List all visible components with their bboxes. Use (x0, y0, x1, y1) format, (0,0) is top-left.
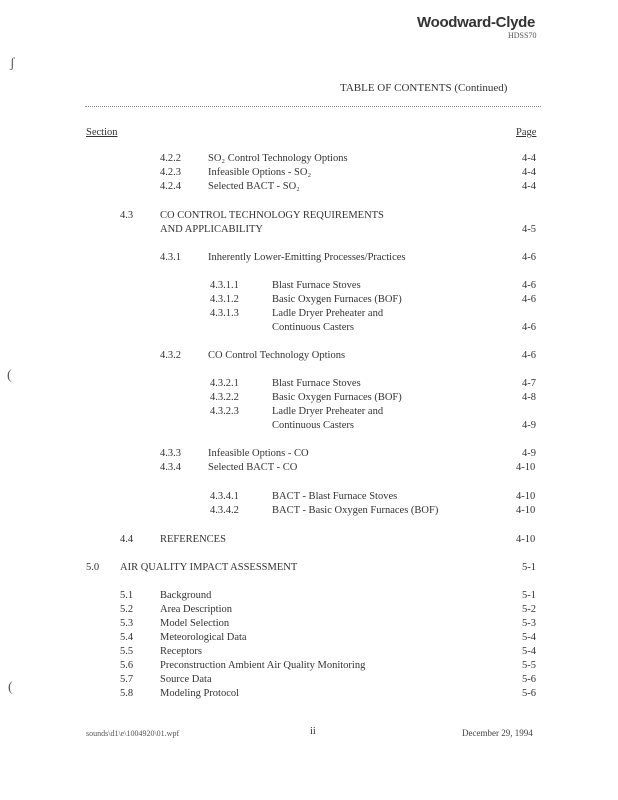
toc-entry-page: 5-6 (522, 688, 536, 699)
toc-entry-number: 5.1 (120, 590, 134, 601)
toc-entry-title: Selected BACT - SO₂ (208, 181, 300, 192)
footer-page-number: ii (310, 726, 316, 737)
toc-entry-title: Preconstruction Ambient Air Quality Monitoring (160, 660, 366, 671)
toc-entry-title: REFERENCES (160, 534, 226, 545)
toc-entry-number: 4.4 (120, 534, 134, 545)
toc-entry-title: Infeasible Options - SO₂ (208, 167, 312, 178)
toc-entry-title: CO Control Technology Options (208, 350, 346, 361)
toc-entry-title: SO₂ Control Technology Options (208, 153, 348, 164)
toc-entry-number: 4.3.2.2 (210, 392, 239, 403)
toc-entry-page: 4-6 (522, 252, 536, 263)
toc-entry-title: BACT - Basic Oxygen Furnaces (BOF) (272, 505, 439, 516)
toc-entry-number: 4.3.2 (160, 350, 181, 361)
toc-entry-number: 4.3 (120, 210, 134, 221)
footer-file-path: sounds\d1\e\1004920\01.wpf (86, 729, 180, 738)
scan-mark: ( (7, 368, 12, 383)
toc-entry-number: 4.3.4 (160, 462, 181, 473)
toc-entry-page: 4-10 (516, 462, 536, 473)
toc-entry-number: 5.4 (120, 632, 134, 643)
toc-entry-number: 4.3.2.1 (210, 378, 239, 389)
toc-entry-page: 4-6 (522, 322, 536, 333)
toc-entry-page: 4-4 (522, 167, 536, 178)
toc-entry-title: CO CONTROL TECHNOLOGY REQUIREMENTS (160, 210, 384, 221)
toc-entry-number: 4.3.1.1 (210, 280, 239, 291)
toc-entry-number: 4.3.1 (160, 252, 181, 263)
toc-entry-title: Model Selection (160, 618, 230, 629)
toc-entry-page: 4-4 (522, 181, 536, 192)
toc-entry-page: 4-9 (522, 420, 536, 431)
toc-entry-title: Meteorological Data (160, 632, 247, 643)
toc-entry-title-cont: Continuous Casters (272, 322, 354, 333)
toc-entry-number: 4.2.4 (160, 181, 181, 192)
toc-entry-page: 5-3 (522, 618, 536, 629)
toc-entry-number: 5.8 (120, 688, 134, 699)
toc-entry-number: 4.3.1.3 (210, 308, 239, 319)
toc-entry-page: 4-8 (522, 392, 536, 403)
company-logo: Woodward-Clyde (417, 14, 536, 31)
toc-entry-page: 4-10 (516, 491, 536, 502)
toc-entry-title: AIR QUALITY IMPACT ASSESSMENT (120, 562, 298, 573)
toc-entry-page: 5-4 (522, 646, 536, 657)
toc-entry-page: 4-6 (522, 280, 536, 291)
toc-entry-title-cont: Continuous Casters (272, 420, 354, 431)
toc-entry-title: Basic Oxygen Furnaces (BOF) (272, 392, 402, 403)
toc-entry-title: Background (160, 590, 212, 601)
toc-entry-title: Area Description (160, 604, 233, 615)
toc-entry-page: 4-10 (516, 505, 536, 516)
toc-entry-number: 5.6 (120, 660, 134, 671)
scan-mark: ʃ (10, 56, 15, 71)
toc-entry-title: Ladle Dryer Preheater and (272, 406, 384, 417)
toc-entry-number: 4.3.4.2 (210, 505, 239, 516)
footer-date: December 29, 1994 (462, 728, 533, 738)
toc-entry-number: 4.3.3 (160, 448, 181, 459)
toc-entry-page: 5-6 (522, 674, 536, 685)
toc-entry-number: 4.3.4.1 (210, 491, 239, 502)
toc-entry-number: 5.7 (120, 674, 134, 685)
toc-entry-page: 4-6 (522, 350, 536, 361)
toc-entry-number: 4.2.2 (160, 153, 181, 164)
toc-entry-page: 5-1 (522, 590, 536, 601)
toc-entry-page: 5-4 (522, 632, 536, 643)
toc-entry-number: 4.2.3 (160, 167, 181, 178)
toc-entry-page: 4-7 (522, 378, 536, 389)
toc-entry-page: 4-5 (522, 224, 536, 235)
toc-entry-number: 5.0 (86, 562, 100, 573)
page-column-header: Page (516, 127, 537, 138)
toc-entry-title: Infeasible Options - CO (208, 448, 309, 459)
toc-entry-number: 5.3 (120, 618, 134, 629)
toc-entry-title-cont: AND APPLICABILITY (160, 224, 263, 235)
toc-entry-title: BACT - Blast Furnace Stoves (272, 491, 398, 502)
toc-entry-title: Selected BACT - CO (208, 462, 298, 473)
scan-mark: ( (8, 680, 13, 695)
toc-entry-page: 4-6 (522, 294, 536, 305)
toc-entry-page: 4-9 (522, 448, 536, 459)
toc-entry-title: Ladle Dryer Preheater and (272, 308, 384, 319)
toc-entry-number: 5.2 (120, 604, 134, 615)
toc-entry-title: Basic Oxygen Furnaces (BOF) (272, 294, 402, 305)
toc-entry-number: 4.3.1.2 (210, 294, 239, 305)
dotted-rule (85, 106, 541, 107)
toc-entry-number: 5.5 (120, 646, 134, 657)
toc-entry-page: 4-4 (522, 153, 536, 164)
toc-entry-page: 5-5 (522, 660, 536, 671)
toc-entry-title: Modeling Protocol (160, 688, 240, 699)
toc-entry-title: Blast Furnace Stoves (272, 378, 361, 389)
toc-entry-page: 4-10 (516, 534, 536, 545)
document-code: HDSS70 (508, 31, 537, 40)
toc-entry-title: Receptors (160, 646, 202, 657)
toc-entry-title: Blast Furnace Stoves (272, 280, 361, 291)
toc-entry-title: Source Data (160, 674, 212, 685)
section-column-header: Section (86, 127, 118, 138)
toc-entry-number: 4.3.2.3 (210, 406, 239, 417)
page-title: TABLE OF CONTENTS (Continued) (340, 82, 508, 94)
toc-entry-title: Inherently Lower-Emitting Processes/Practices (208, 252, 406, 263)
toc-entry-page: 5-1 (522, 562, 536, 573)
toc-entry-page: 5-2 (522, 604, 536, 615)
